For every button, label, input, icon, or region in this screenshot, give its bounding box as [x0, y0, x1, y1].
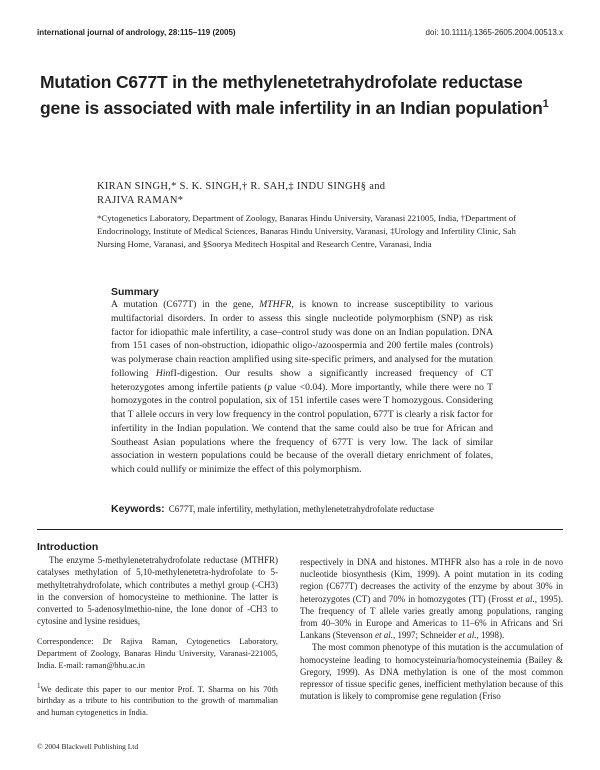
summary-text-3: fI-digestion. Our results show a significantly increased frequency of CT heterozygotes among infertile patients (: [111, 367, 493, 393]
intro-right-text-b: , 1995). The frequency of T allele varies greatly among populations, ranging from 40–30% in Europe and Americas to 11–6% in Africans and Sri Lankans (Stevenson: [300, 593, 564, 641]
running-head-doi: doi: 10.1111/j.1365-2605.2004.00513.x: [425, 28, 563, 37]
summary-abstract: [111, 298, 493, 477]
author-list: [97, 180, 537, 208]
intro-right-paragraph-1: [300, 556, 563, 641]
left-column: [37, 541, 278, 719]
running-head-journal: international journal of andrology, 28:115–119 (2005): [37, 28, 236, 37]
dedication-mark: 1: [37, 681, 41, 690]
intro-left-paragraph: The enzyme 5-methylenetetrahydrofolate reductase (MTHFR) catalyses methylation of 5,10-methylenetetra-hydrofolate to 5-methyltetrahydrofolate, which contributes a methyl group (-CH3) in the conversion of homocysteine to methionine. The latter is converted to 5-adenosylmethio-nine, the lone donor of -CH3 to cytosine and lysine residues,: [37, 555, 278, 627]
summary-heading: Summary: [111, 286, 159, 298]
dedication-note: [37, 681, 278, 719]
et-al-2: et al.: [374, 630, 393, 641]
intro-right-text-c: , 1997; Schneider: [392, 630, 459, 641]
authors-line-2: RAJIVA RAMAN*: [97, 195, 184, 206]
keywords-text: C677T, male infertility, methylation, methylenetetrahydrofolate reductase: [168, 504, 434, 514]
copyright-footer: © 2004 Blackwell Publishing Ltd: [37, 742, 139, 751]
summary-text-2: , is known to increase susceptibility to various multifactorial disorders. In order to assess this single nucleotide polymorphism (SNP) as risk factor for idiopathic male infertility, a case–control study was done on an Indian population. DNA from 151 cases of non-obstruction, idiopathic oligo-/azoospermia and 200 fertile males (controls) was polymerase chain reaction amplified using site-specific primers, and analysed for the mutation following: [111, 299, 493, 379]
introduction-heading: Introduction: [37, 541, 99, 553]
title-text: Mutation C677T in the methylenetetrahydrofolate reductase gene is associated with male infertility in an Indian population: [40, 72, 543, 118]
et-al-1: et al.: [516, 593, 535, 604]
gene-name: MTHFR: [259, 299, 292, 310]
title-footnote-mark: 1: [542, 97, 549, 110]
keywords: [111, 503, 511, 515]
affiliations: *Cytogenetics Laboratory, Department of Zoology, Banaras Hindu University, Varanasi 221005, India, †Department of Endocrinology, Institute of Medical Sciences, Banaras Hindu University, Varanasi, ‡Urology and Infertility Clinic, Sah Nursing Home, Varanasi, and §Soorya Meditech Hospital and Research Centre, Varanasi, India: [97, 213, 517, 249]
authors-line-1: KIRAN SINGH,* S. K. SINGH,† R. SAH,‡ INDU SINGH§ and: [97, 181, 386, 192]
dedication-text: We dedicate this paper to our mentor Prof. T. Sharma on his 70th birthday as a tribute to his contribution to the growth of mammalian and human cytogenetics in India.: [37, 684, 278, 718]
intro-right-text-d: , 1998).: [476, 630, 505, 641]
summary-text-1: A mutation (C677T) in the gene,: [111, 299, 260, 310]
enzyme-name: Hin: [155, 367, 171, 379]
keywords-label: Keywords:: [111, 503, 165, 515]
right-column: [300, 556, 563, 702]
intro-right-paragraph-2: The most common phenotype of this mutation is the accumulation of homocysteine leading to homocysteinuria/homocysteinemia (Bailey & Gregory, 1999). As DNA methylation is one of the most common repressor of tissue specific genes, inefficient methylation because of this mutation is likely to compromise gene regulation (Friso: [300, 642, 563, 702]
intro-right-text-a: respectively in DNA and histones. MTHFR also has a role in de novo nucleotide biosynthesis (Kim, 1999). A point mutation in its coding region (C677T) decreases the activity of the enzyme by about 30% in heterozygotes (CT) and 70% in homozygotes (TT) (Frosst: [300, 557, 563, 604]
article-title: [40, 72, 560, 119]
section-divider: [37, 529, 563, 530]
correspondence: Correspondence: Dr Rajiva Raman, Cytogenetics Laboratory, Department of Zoology, Banaras Hindu University, Varanasi-221005, India. E-mail: raman@bhu.ac.in: [37, 637, 278, 671]
et-al-3: et al.: [458, 630, 477, 641]
summary-text-4: value <0.04). More importantly, while there were no T homozygotes in the control population, six of 151 infertile cases were T homozygous. Considering that T allele occurs in very low frequency in the control population, 677T is clearly a risk factor for infertility in the Indian population. We contend that the same could also be true for African and Southeast Asian populations where the frequency of 677T is very low. The lack of similar association in western populations could be because of the overall dietary enrichment of folates, which could nullify or minimize the effect of this polymorphism.: [111, 381, 493, 475]
p-symbol: p: [267, 381, 273, 393]
